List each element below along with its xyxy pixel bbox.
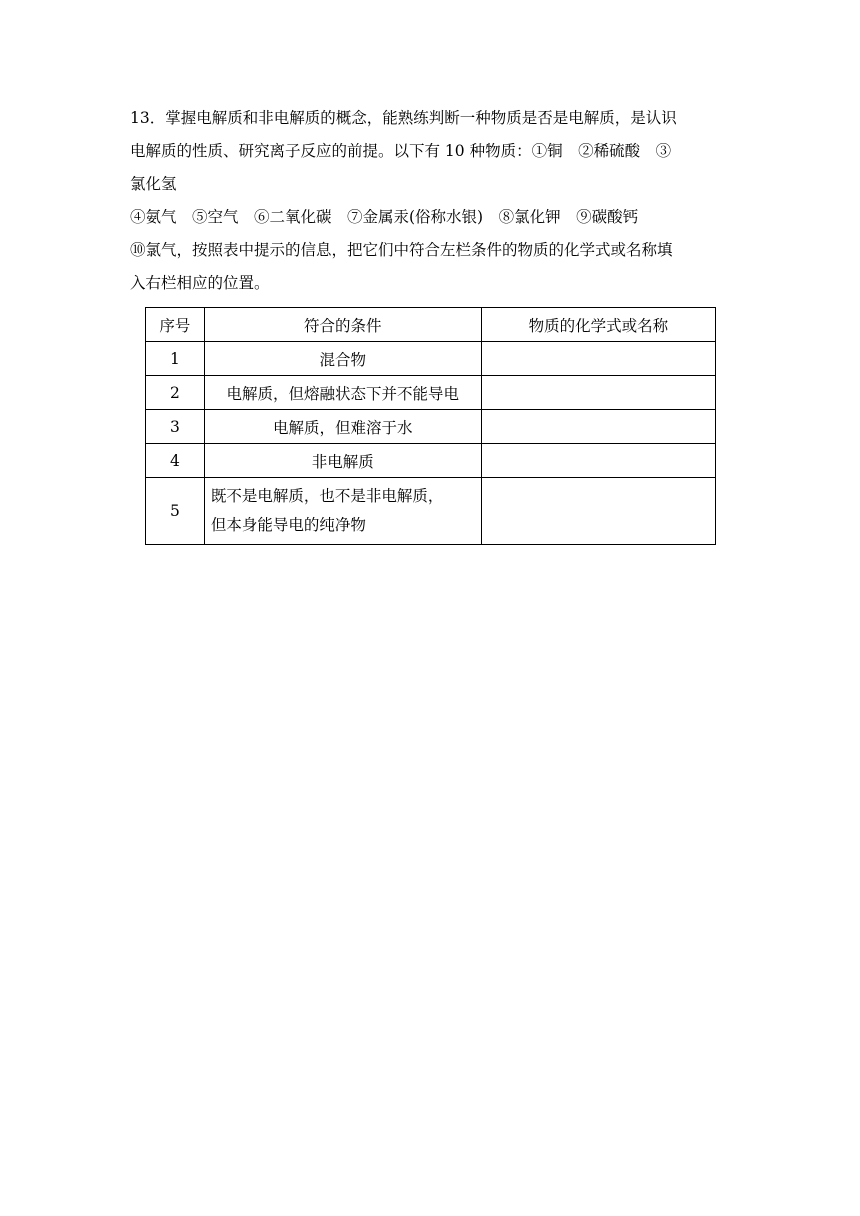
header-number: 序号 bbox=[146, 308, 205, 342]
row-condition-line: 既不是电解质，也不是非电解质， bbox=[210, 487, 444, 505]
row-number: 5 bbox=[146, 478, 205, 545]
row-number: 1 bbox=[146, 342, 205, 376]
row-number: 2 bbox=[146, 376, 205, 410]
question-line: ④氨气 ⑤空气 ⑥二氧化碳 ⑦金属汞(俗称水银) ⑧氯化钾 ⑨碳酸钙 bbox=[130, 208, 639, 226]
answer-cell[interactable] bbox=[481, 342, 715, 376]
table-row bbox=[146, 376, 716, 410]
answer-cell[interactable] bbox=[481, 478, 715, 545]
row-condition: 电解质，但难溶于水 bbox=[204, 410, 481, 444]
row-condition: 非电解质 bbox=[204, 444, 481, 478]
table-header-row bbox=[146, 308, 716, 342]
table-row bbox=[146, 342, 716, 376]
table-row bbox=[146, 478, 716, 545]
header-answer: 物质的化学式或名称 bbox=[481, 308, 715, 342]
row-number: 4 bbox=[146, 444, 205, 478]
row-condition-line: 但本身能导电的纯净物 bbox=[210, 516, 366, 534]
answer-table bbox=[145, 307, 716, 545]
row-condition bbox=[204, 478, 481, 545]
question-text bbox=[130, 102, 750, 300]
question-line: 氯化氢 bbox=[130, 175, 177, 193]
row-condition: 电解质，但熔融状态下并不能导电 bbox=[204, 376, 481, 410]
question-line: 13．掌握电解质和非电解质的概念，能熟练判断一种物质是否是电解质，是认识 bbox=[130, 109, 677, 127]
table-row bbox=[146, 444, 716, 478]
row-condition: 混合物 bbox=[204, 342, 481, 376]
question-line: ⑩氯气，按照表中提示的信息，把它们中符合左栏条件的物质的化学式或名称填 bbox=[130, 241, 673, 259]
row-number: 3 bbox=[146, 410, 205, 444]
header-condition: 符合的条件 bbox=[204, 308, 481, 342]
table-row bbox=[146, 410, 716, 444]
answer-cell[interactable] bbox=[481, 444, 715, 478]
question-line: 电解质的性质、研究离子反应的前提。以下有 10 种物质：①铜 ②稀硫酸 ③ bbox=[130, 142, 672, 160]
question-line: 入右栏相应的位置。 bbox=[130, 274, 270, 292]
answer-cell[interactable] bbox=[481, 410, 715, 444]
answer-cell[interactable] bbox=[481, 376, 715, 410]
